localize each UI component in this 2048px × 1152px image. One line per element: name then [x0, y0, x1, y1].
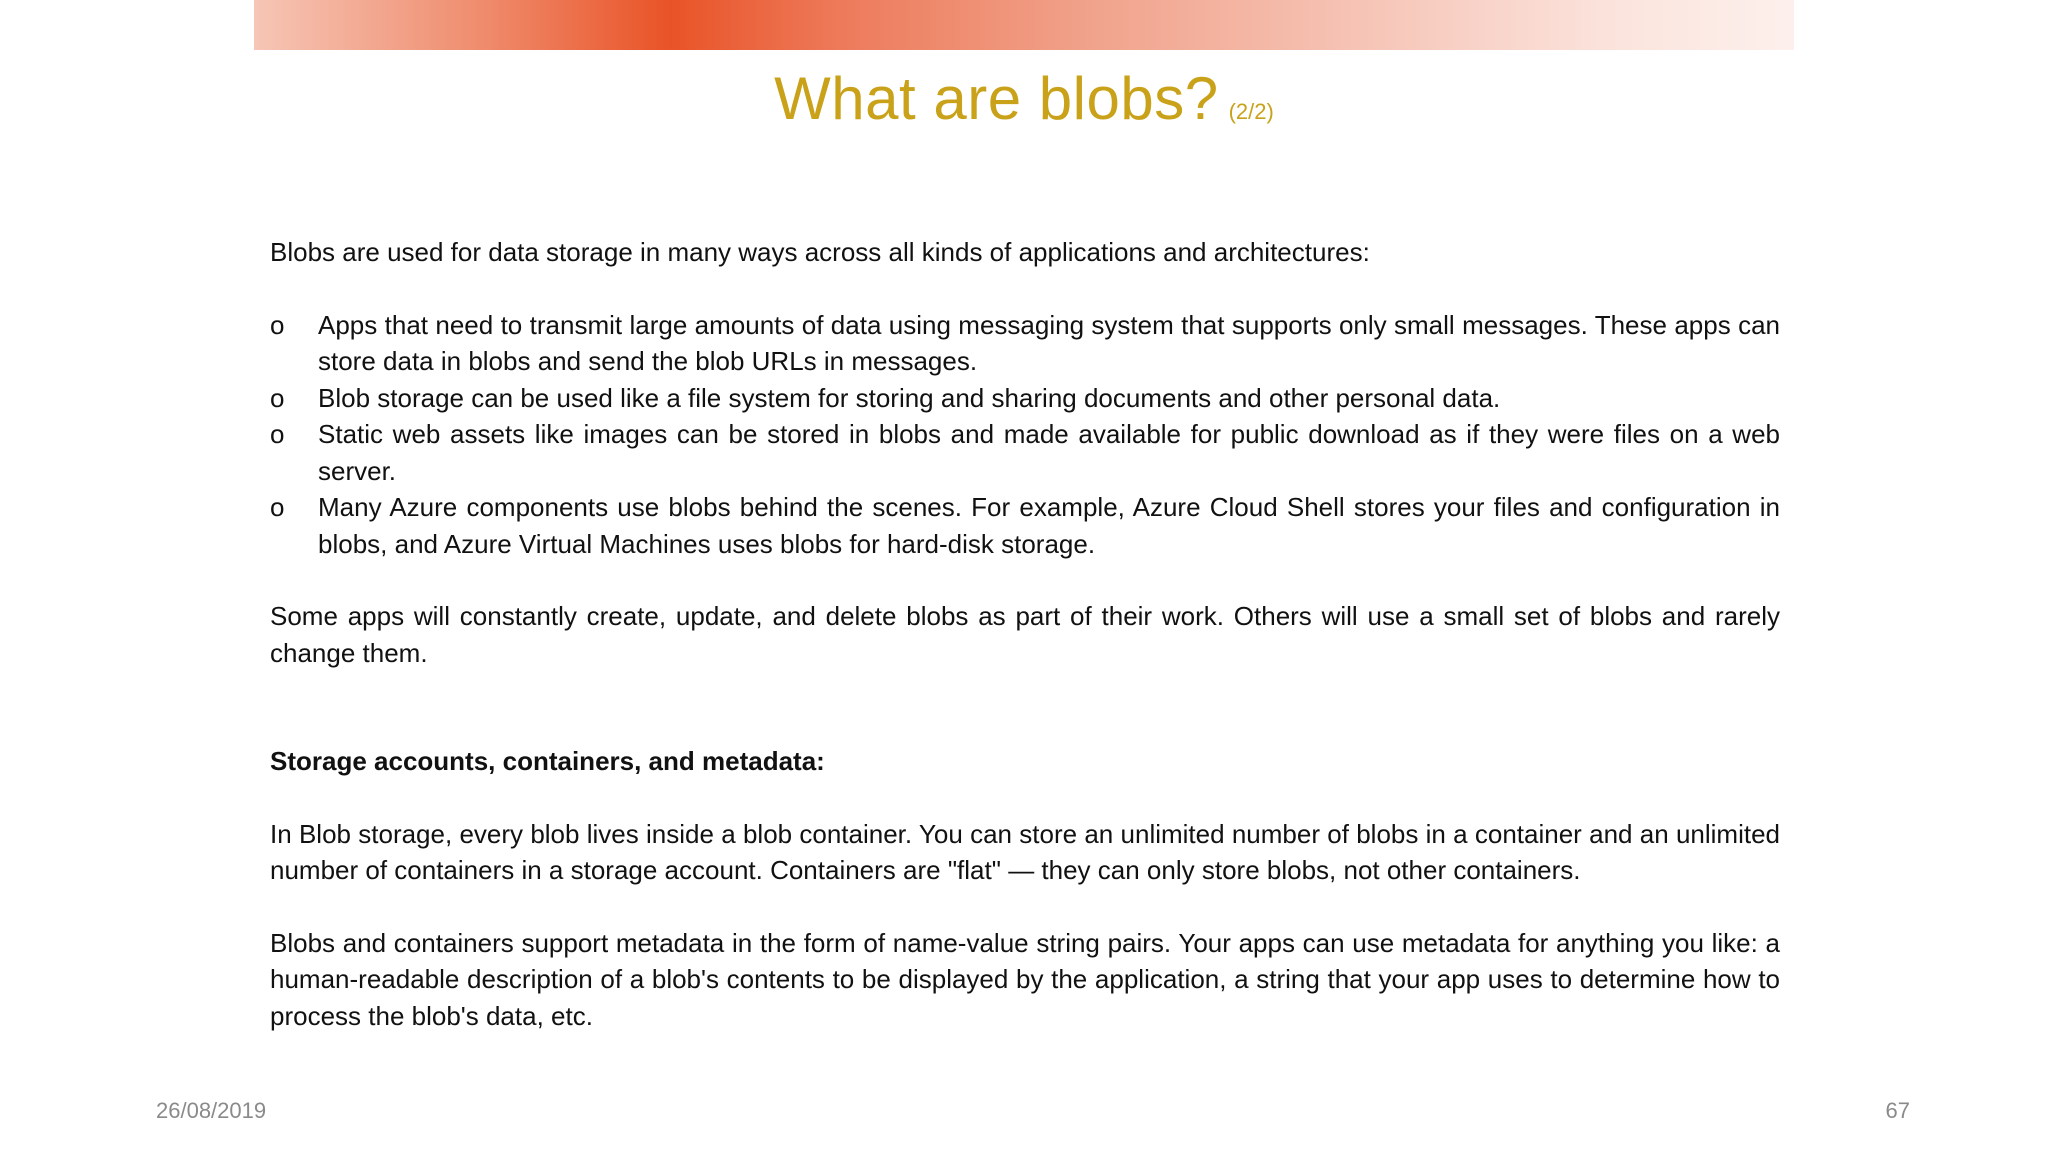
title-area — [254, 64, 1794, 133]
bullet-circle-icon: o — [270, 309, 285, 340]
section-heading: Storage accounts, containers, and metadata: — [270, 746, 825, 776]
list-item — [270, 489, 1780, 562]
top-gradient-band — [254, 0, 1794, 50]
footer-date: 26/08/2019 — [156, 1098, 267, 1123]
list-item — [270, 307, 1780, 380]
bullet-circle-icon: o — [270, 419, 285, 449]
slide-body — [270, 234, 1780, 1034]
bullet-text: Apps that need to transmit large amounts of data using messaging system that supports only small messages. These apps can store data in blobs and send the blob URLs in messages. — [318, 309, 1780, 376]
bullet-text: Static web assets like images can be stored in blobs and made available for public download as if they were files on a web server. — [318, 419, 1780, 486]
list-item — [270, 416, 1780, 489]
bullet-text: Blob storage can be used like a file system for storing and sharing documents and other personal data. — [318, 382, 1501, 413]
bullet-text: Many Azure components use blobs behind the scenes. For example, Azure Cloud Shell stores your files and configuration in blobs, and Azure Virtual Machines uses blobs for hard-disk storage. — [318, 492, 1780, 559]
page-number: 67 — [1885, 1098, 1910, 1123]
bullet-circle-icon: o — [270, 382, 285, 413]
containers-paragraph: In Blob storage, every blob lives inside a blob container. You can store an unlimited number of blobs in a container and an unlimited number of containers in a storage account. Containers are "flat" — they can only store blobs, not other containers. — [270, 818, 1780, 885]
bullet-circle-icon: o — [270, 492, 285, 522]
slide-title-part-indicator: (2/2) — [1228, 99, 1274, 124]
intro-paragraph: Blobs are used for data storage in many ways across all kinds of applications and architectures: — [270, 237, 1370, 267]
metadata-paragraph: Blobs and containers support metadata in the form of name-value string pairs. Your apps can use metadata for anything you like: a human-readable description of a blob's contents to be displayed by the application, a string that your app uses to determine how to process the blob's data, etc. — [270, 927, 1780, 1031]
slide-title: What are blobs? — [774, 65, 1219, 132]
usage-paragraph: Some apps will constantly create, update, and delete blobs as part of their work. Others will use a small set of blobs and rarely change them. — [270, 601, 1780, 668]
list-item — [270, 380, 1780, 417]
bullet-list — [270, 307, 1780, 563]
